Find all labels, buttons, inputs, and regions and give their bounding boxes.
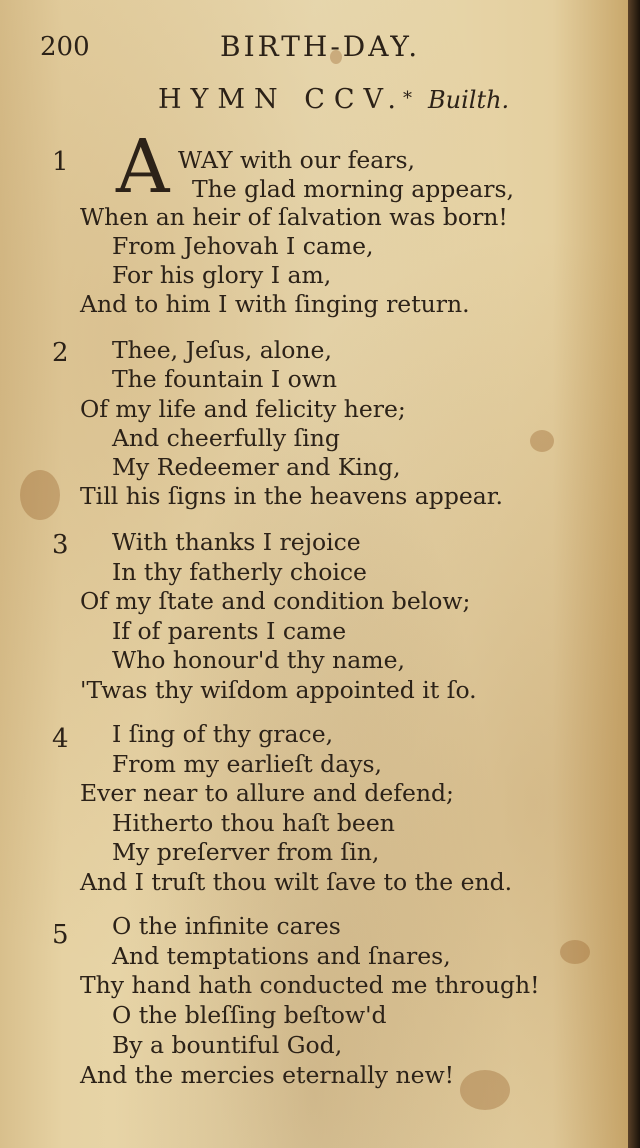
verse-line: And cheerfully ſing [112, 424, 340, 452]
verse-line: Thee, Jeſus, alone, [112, 336, 332, 364]
book-gutter [628, 0, 640, 1148]
drop-cap: A [116, 124, 170, 210]
verse-line: Till his ſigns in the heavens appear. [80, 482, 503, 510]
verse-line: For his glory I am, [112, 261, 332, 289]
verse-line: My Redeemer and King, [112, 453, 401, 481]
verse-line: From my earlieſt days, [112, 750, 383, 778]
verse-line: I ſing of thy grace, [112, 720, 334, 748]
verse-line: Of my ſtate and condition below; [80, 587, 471, 615]
stanza-number: 5 [52, 920, 69, 950]
verse-line: Ever near to allure and defend; [80, 779, 454, 807]
verse-line: And I truſt thou wilt ſave to the end. [80, 868, 513, 896]
verse-line: And the mercies eternally new! [80, 1061, 455, 1089]
verse-line: When an heir of ſalvation was born! [80, 203, 508, 231]
tune-marker: * [403, 88, 412, 109]
verse-line: The glad morning appears, [192, 175, 515, 203]
verse-line: If of parents I came [112, 617, 347, 645]
stanza-number: 2 [52, 338, 69, 368]
verse-line: WAY with our fears, [178, 146, 416, 174]
stain [20, 470, 60, 520]
verse-line: Of my life and felicity here; [80, 395, 406, 423]
stanza-number: 1 [52, 147, 69, 177]
verse-line: 'Twas thy wiſdom appointed it ſo. [80, 676, 477, 704]
verse-line: O the bleſſing beſtow'd [112, 1001, 387, 1029]
stanza-number: 3 [52, 530, 69, 560]
tune-name: Builth. [428, 86, 510, 114]
running-head: BIRTH-DAY. [220, 30, 421, 63]
verse-line: And to him I with ſinging return. [80, 290, 470, 318]
stain [530, 430, 554, 452]
verse-line: With thanks I rejoice [112, 528, 361, 556]
verse-line: And temptations and ſnares, [112, 942, 451, 970]
stain [560, 940, 590, 964]
verse-line: My preſerver from ſin, [112, 838, 380, 866]
verse-line: From Jehovah I came, [112, 232, 374, 260]
stanza-number: 4 [52, 724, 69, 754]
verse-line: By a bountiful God, [112, 1031, 343, 1059]
verse-line: Hitherto thou haſt been [112, 809, 395, 837]
page-number: 200 [40, 32, 90, 62]
hymn-title: HYMN CCV. [158, 84, 405, 115]
stain [460, 1070, 510, 1110]
verse-line: The fountain I own [112, 365, 338, 393]
verse-line: Who honour'd thy name, [112, 646, 405, 674]
verse-line: O the infinite cares [112, 912, 341, 940]
verse-line: In thy fatherly choice [112, 558, 367, 586]
verse-line: Thy hand hath conducted me through! [80, 971, 540, 999]
